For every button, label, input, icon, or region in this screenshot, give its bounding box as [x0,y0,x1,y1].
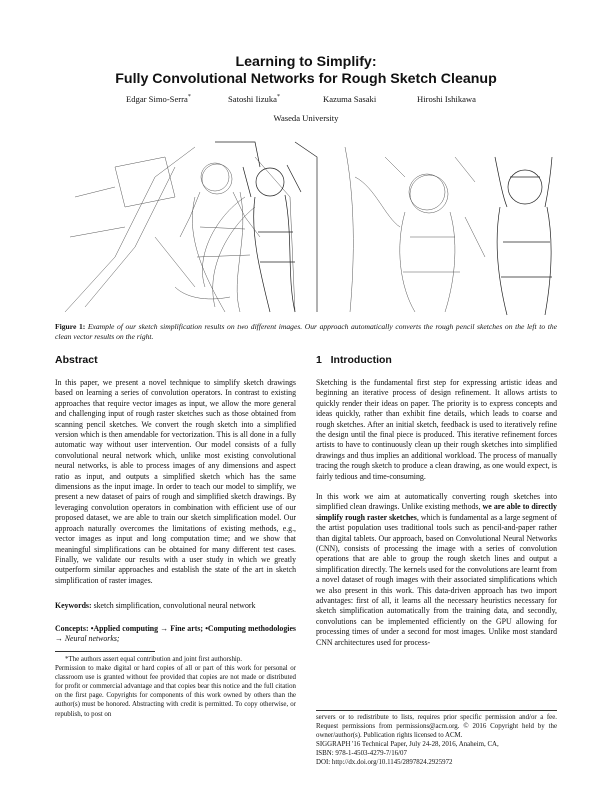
intro-para-2a: In this work we aim at automatically converting rough sketches into simplified clean drawings. Unlike existing methods, [316,492,557,512]
conference-line: SIGGRAPH '16 Technical Paper, July 24-28, 2016, Anaheim, CA, [316,741,499,749]
figure-caption-text: Example of our sketch simplification results on two different images. Our approach automatically converts the rough pencil sketches on the left to the clean vector results on the right. [55,322,557,341]
footnote-left [55,655,296,719]
author-3: Kazuma Sasaki [323,94,377,104]
affiliation: Waseda University [273,113,339,123]
concepts-text: •Applied computing → Fine arts; •Computing methodologies → [55,624,296,644]
concepts-line [55,624,296,645]
rough-sketch-2 [345,147,485,312]
intro-heading [316,354,392,366]
author-name: Edgar Simo-Serra [126,94,188,104]
sketch-illustrations [55,137,557,319]
author-mark: * [276,94,280,101]
author-4: Hiroshi Ishikawa [417,94,476,104]
figure-caption [55,322,557,342]
clean-sketch-2 [495,157,552,315]
paper-title-line1: Learning to Simplify: [235,54,377,70]
section-number: 1 [316,354,322,366]
footnote-rule-right [316,710,557,711]
author-1 [126,94,191,104]
author-2 [228,94,280,104]
permission-note-cont: servers or to redistribute to lists, requires prior specific permission and/or a fee. Request permissions from permissions@acm.org. © 2016 Copyright held by the owner/author(s). Publication rights licensed to ACM. [316,714,557,740]
concepts-text-2: Neural networks; [64,634,120,644]
paper-title-line2: Fully Convolutional Networks for Rough Sketch Cleanup [115,71,497,87]
intro-para-2b: , which is fundamental as a large segment of the artist population uses traditional tools such as pencil-and-paper rather than digital tablets. Our approach, based on Convolutional Neural Networks (CNN), consists of processing the image with a series of convolution operations that are able to group the rough sketch lines and output a simplification directly. The kernels used for the convolutions are learnt from a novel dataset of rough images with their associated simplifications which we also present in this work. This data-driven approach has two import advantages: first of all, it learns all the necessary heuristics necessary for sketch simplification automatically from the training data, and secondly, convolutions can be implemented efficiently on the GPU allowing for processing times of under a second for most images. Unlike most standard CNN architectures used for process- [316,512,557,647]
intro-para-1: Sketching is the fundamental first step for expressing artistic ideas and beginning an iterative process of design refinement. It allows artists to quickly render their ideas on paper. The priority is to express concepts and ideas quickly, rather than exhibit fine details, which leads to coarse and rough sketches. After an initial sketch, feedback is used to iteratively refine the design until the final piece is produced. This iterative refinement forces artists to have to continuously clean up their rough sketches into simplified drawings and thus implies an additional workload. The process of manually tracing the rough sketch to produce a clean drawing, as one would expect, is fairly tedious and time-consuming. [316,378,557,481]
footnote-right [316,713,557,768]
author-name: Satoshi Iizuka [228,94,277,104]
footnote-rule [55,651,155,652]
isbn-line: ISBN: 978-1-4503-4279-7/16/07 [316,750,407,758]
intro-para-2 [316,492,557,648]
keywords-label: Keywords: [55,601,92,610]
keywords-line [55,601,296,611]
concepts-label: Concepts: [55,624,89,633]
section-title: Introduction [330,354,392,366]
keywords-text: sketch simplification, convolutional neural network [93,601,256,610]
teaser-figure [55,137,557,319]
intro-para-2-bold: we are able to directly simplify rough raster sketches [316,502,557,522]
abstract-heading: Abstract [55,354,98,366]
permission-note: Permission to make digital or hard copies of all or part of this work for personal or classroom use is granted without fee provided that copies are not made or distributed for profit or commercial advantage and that copies bear this notice and the full citation on the first page. Copyrights for components of this work owned by others than the author(s) must be honored. Abstracting with credit is permitted. To copy otherwise, or republish, to post on [55,665,296,718]
figure-label: Figure 1: [55,322,86,331]
doi-line: DOI: http://dx.doi.org/10.1145/2897824.2925972 [316,759,453,767]
clean-sketch-1 [215,142,317,312]
equal-contribution-note: *The authors assert equal contribution and joint first authorship. [65,656,243,663]
author-mark: * [187,94,191,101]
abstract-body: In this paper, we present a novel technique to simplify sketch drawings based on learning a series of convolution operators. In contrast to existing approaches that require vector images as input, we allow the more general and challenging input of rough raster sketches such as those obtained from scanning pencil sketches. We convert the rough sketch into a simplified version which is then amendable for vectorization. This is all done in a fully automatic way without user intervention. Our model consists of a fully convolutional neural network which, unlike most existing convolutional neural networks, is able to process images of any dimensions and aspect ratio as input, and outputs a simplified sketch which has the same dimensions as the input image. In order to teach our model to simplify, we present a new dataset of pairs of rough and simplified sketch drawings. By leveraging convolution operators in combination with efficient use of our proposed dataset, we are able to train our sketch simplification model. Our approach naturally overcomes the limitations of existing methods, e.g., vector images as input and long computation time; and we show that meaningful simplifications can be obtained for many different test cases. Finally, we validate our results with a user study in which we greatly outperform similar approaches and establish the state of the art in sketch simplification of raster images. [55,378,296,585]
